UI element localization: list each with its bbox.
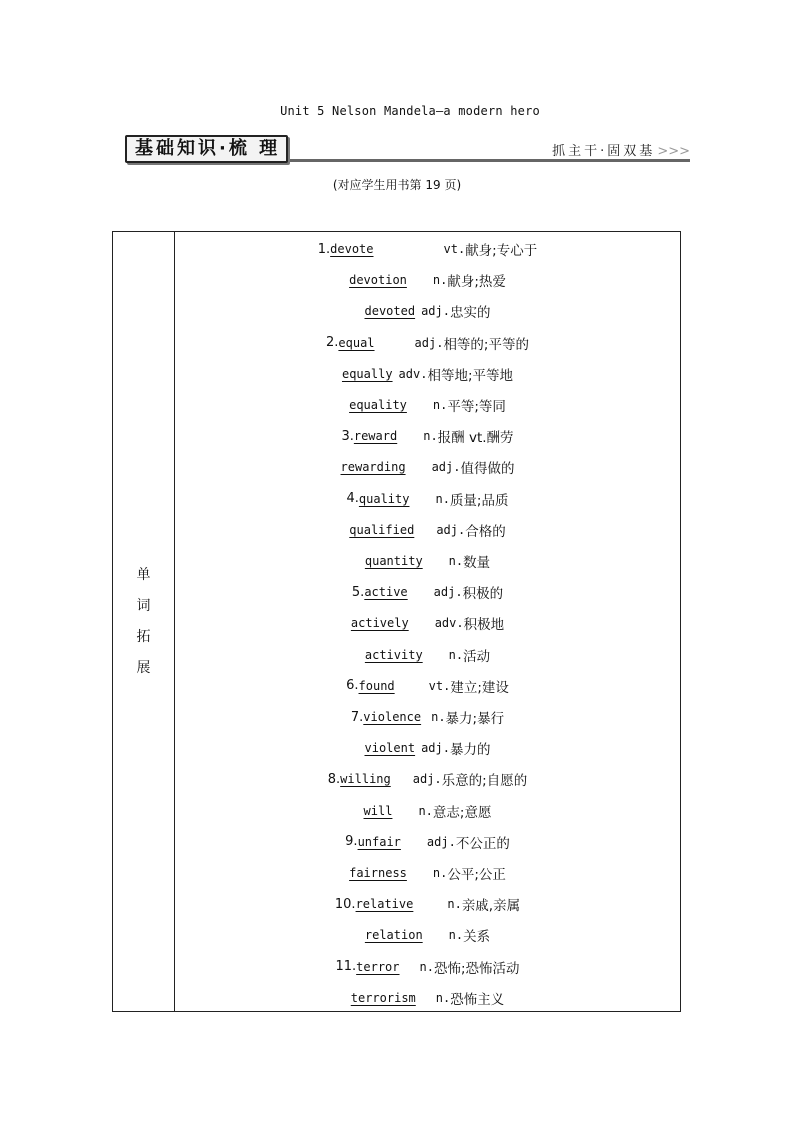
vocab-entry (175, 520, 680, 540)
entry-number: 7. (350, 709, 364, 725)
vocab-word: willing (340, 772, 391, 787)
vocab-entry (175, 957, 680, 977)
definition: 合格的 (465, 523, 506, 540)
definition: 暴力的 (449, 742, 491, 759)
vocab-word: fairness (349, 866, 407, 880)
definition: 公平;公正 (447, 867, 506, 883)
vocab-word: equally (341, 366, 393, 381)
vocab-word: qualified (349, 522, 415, 537)
vocab-entry (175, 364, 680, 384)
vocab-word: found (358, 678, 395, 693)
vocab-word: devotion (349, 273, 407, 288)
vocab-entry (175, 551, 680, 571)
vocab-word: violent (364, 741, 416, 756)
definition: 相等地;平等地 (427, 367, 514, 384)
part-of-speech: adj. (421, 304, 450, 319)
row-header-char: 展 (136, 659, 151, 676)
vocab-entry (175, 988, 680, 1008)
row-header-char: 词 (136, 597, 151, 614)
definition: 恐怖主义 (450, 991, 505, 1008)
definition: 献身;热爱 (447, 274, 506, 291)
entry-number: 6. (346, 678, 359, 694)
row-header-char: 拓 (136, 628, 151, 645)
part-of-speech: adj. (412, 772, 442, 787)
definition: 建立;建设 (450, 679, 509, 696)
vocab-word: reward (353, 429, 398, 444)
entry-number: 3. (341, 428, 354, 444)
section-subtitle-text: 抓主干·固双基 (552, 144, 656, 159)
definition: 数量 (463, 555, 491, 571)
definition: 献身;专心于 (465, 243, 538, 259)
entry-number: 1. (317, 241, 331, 257)
definition: 不公正的 (455, 835, 510, 852)
part-of-speech: n. (448, 928, 464, 943)
definition: 意志;意愿 (432, 804, 492, 821)
entry-number: 10. (334, 896, 356, 912)
definition: 暴力;暴行 (445, 711, 505, 727)
vocab-word: terror (356, 959, 400, 974)
vocab-word: actively (350, 616, 409, 631)
part-of-speech: adv. (434, 616, 464, 631)
vocab-entry (175, 894, 680, 914)
definition: 报酬 vt.酬劳 (437, 430, 514, 447)
part-of-speech: n. (423, 429, 438, 444)
vocab-word: relation (364, 928, 423, 943)
entry-number: 11. (335, 959, 357, 975)
vocab-entry (175, 489, 680, 509)
vocab-entry (175, 707, 680, 727)
vocab-entry (175, 426, 680, 446)
vocab-word: rewarding (340, 460, 406, 475)
vocab-entry (175, 239, 680, 259)
part-of-speech: adj. (433, 585, 463, 600)
vocab-entry (175, 613, 680, 633)
part-of-speech: adj. (421, 741, 450, 756)
row-header-cell (113, 232, 175, 1011)
vocab-word: devoted (364, 304, 416, 319)
vocab-entry (175, 801, 680, 821)
vocab-entry (175, 645, 680, 665)
definition: 平等;等同 (447, 399, 506, 415)
vocab-word: active (364, 585, 408, 600)
vocab-word: unfair (357, 834, 401, 849)
part-of-speech: n. (435, 491, 450, 506)
row-header-label (134, 560, 154, 684)
part-of-speech: adj. (431, 460, 461, 475)
vocab-word: terrorism (350, 990, 416, 1005)
section-subtitle (552, 140, 690, 159)
vocab-entry (175, 925, 680, 945)
vocab-entry (175, 863, 680, 883)
part-of-speech: n. (432, 866, 448, 880)
vocab-word: quantity (364, 554, 423, 568)
vocab-entry (175, 582, 680, 602)
definition: 积极的 (462, 586, 504, 603)
vocabulary-table (112, 231, 681, 1012)
definition: 乐意的;自愿的 (441, 773, 528, 790)
part-of-speech: n. (448, 554, 464, 568)
vocab-entry (175, 333, 680, 353)
definition: 活动 (463, 648, 491, 665)
vocab-entry (175, 301, 680, 321)
vocab-entry (175, 395, 680, 415)
entry-number: 4. (346, 491, 359, 507)
vocab-entry (175, 769, 680, 789)
vocab-word: equality (349, 398, 407, 412)
vocab-entry (175, 676, 680, 696)
definition: 亲戚,亲属 (461, 898, 521, 915)
definition: 质量;品质 (449, 492, 509, 509)
part-of-speech: adj. (414, 335, 444, 350)
part-of-speech: n. (419, 959, 434, 974)
chevrons-right-icon: >>> (657, 144, 690, 159)
vocab-word: will (363, 803, 393, 818)
entry-number: 2. (326, 335, 339, 351)
vocab-word: quality (358, 491, 410, 506)
part-of-speech: adv. (398, 366, 428, 381)
part-of-speech: n. (447, 897, 462, 912)
part-of-speech: n. (432, 273, 448, 288)
vocab-entry (175, 738, 680, 758)
entry-number: 8. (327, 771, 341, 787)
definition: 积极地 (463, 617, 505, 634)
definition: 相等的;平等的 (443, 336, 529, 353)
part-of-speech: vt. (428, 678, 451, 693)
vocab-word: relative (355, 897, 414, 912)
definition: 恐怖;恐怖活动 (433, 960, 520, 977)
page-reference-note: (对应学生用书第 19 页) (332, 178, 462, 192)
part-of-speech: n. (448, 647, 464, 662)
vocab-word: equal (338, 335, 375, 350)
vocab-word: violence (363, 710, 422, 724)
definition: 关系 (463, 929, 491, 946)
part-of-speech: n. (435, 990, 451, 1005)
part-of-speech: n. (418, 803, 433, 818)
entry-number: 9. (345, 834, 358, 850)
part-of-speech: n. (431, 710, 446, 724)
definition: 值得做的 (460, 461, 515, 478)
section-banner (125, 134, 690, 162)
part-of-speech: adj. (426, 834, 456, 849)
vocab-entry (175, 270, 680, 290)
section-heading: 基础知识·梳 理 (125, 135, 288, 163)
entry-number: 5. (351, 584, 365, 600)
part-of-speech: vt. (443, 242, 466, 256)
vocab-word: devote (330, 242, 374, 256)
part-of-speech: n. (432, 398, 448, 412)
part-of-speech: adj. (436, 522, 466, 537)
vocab-entry (175, 457, 680, 477)
row-header-char: 单 (136, 566, 151, 583)
definition: 忠实的 (449, 305, 491, 322)
vocabulary-list (175, 232, 680, 1011)
vocab-word: activity (364, 647, 423, 662)
vocab-entry (175, 832, 680, 852)
page-title: Unit 5 Nelson Mandela—a modern hero (280, 104, 540, 118)
